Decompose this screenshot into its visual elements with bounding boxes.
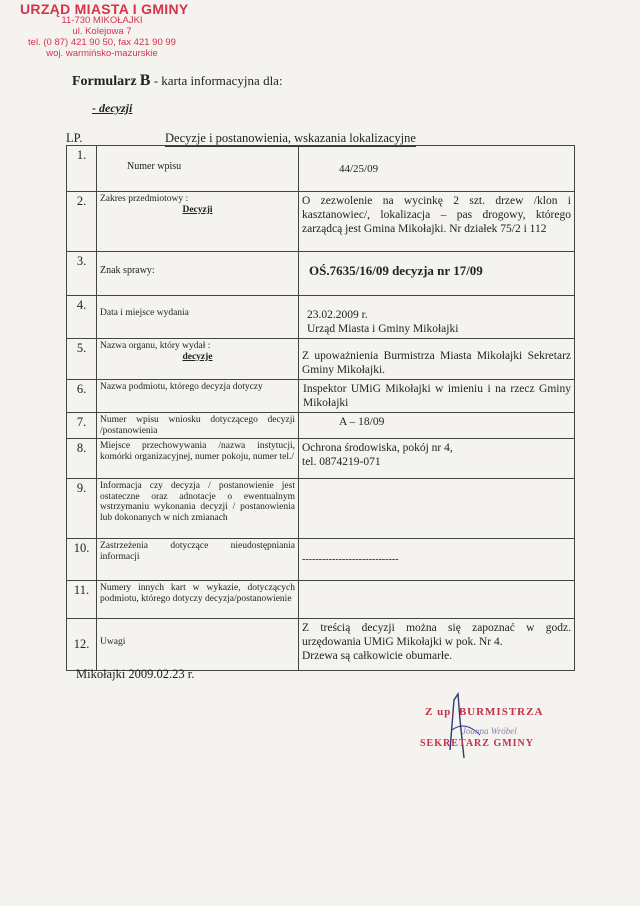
stamp-voivodeship: woj. warmińsko-mazurskie [46,48,158,59]
table-row [67,581,575,619]
row-label [97,296,299,339]
row-value [299,296,575,339]
row-number: 7. [67,413,97,439]
label-text: Nazwa organu, który wydał : [100,341,211,351]
row-value [299,479,575,539]
row-number: 2. [67,192,97,252]
row-label [97,146,299,192]
stamp-postal-code: 11-730 MIKOŁAJKI [61,15,143,26]
table-row [67,146,575,192]
row-value: A – 18/09 [299,413,575,439]
subtype-text: decyzji [99,101,133,115]
signature-authority: Z up. BURMISTRZA [425,706,544,718]
value-text: 44/25/09 [339,163,379,175]
table-row [67,192,575,252]
row-value [299,619,575,671]
table-row [67,439,575,479]
form-title [72,72,283,90]
row-number: 12. [67,619,97,671]
signature-stamp [420,690,580,760]
value-line: Ochrona środowiska, pokój nr 4, [302,442,453,454]
stamp-phone: tel. (0 87) 421 90 50, fax 421 90 99 [28,37,176,48]
row-label: Nazwa podmiotu, którego decyzja dotyczy [97,380,299,413]
row-label: Miejsce przechowywania /nazwa instytucji, komórki organizacyjnej, numer pokoju, numer tel./ [97,439,299,479]
row-number: 10. [67,539,97,581]
row-value: Z upoważnienia Burmistrza Miasta Mikołajki Sekretarz Gminy Mikołajki. [299,339,575,380]
row-number: 8. [67,439,97,479]
stamp-office-name: URZĄD MIASTA I GMINY [20,1,189,17]
value-line: tel. 0874219-071 [302,456,381,468]
label-subtext: decyzje [182,351,213,362]
form-letter: B [139,72,151,89]
row-value [299,439,575,479]
row-value [299,146,575,192]
row-value [299,252,575,296]
value-line: 23.02.2009 r. [307,309,368,321]
info-table [66,145,575,671]
row-label: Informacja czy decyzja / postanowienie jest ostateczne oraz adnotacje o ewentualnym wstrzymaniu wykonania decyzji / postanowienia lub dokonanych w nich zmianach [97,479,299,539]
row-number: 4. [67,296,97,339]
table-row [67,619,575,671]
row-number: 3. [67,252,97,296]
row-label: Numery innych kart w wykazie, dotyczących podmiotu, którego dotyczy decyzja/postanowienie [97,581,299,619]
row-value [299,581,575,619]
label-text: Numer wpisu [127,161,182,172]
row-number: 1. [67,146,97,192]
row-number: 6. [67,380,97,413]
table-row [67,252,575,296]
office-stamp [12,1,192,59]
table-row [67,296,575,339]
section-title: Decyzje i postanowienia, wskazania lokalizacyjne [165,131,416,145]
label-text: Zakres przedmiotowy : [100,194,189,204]
table-row [67,539,575,581]
value-line: Urząd Miasta i Gminy Mikołajki [307,323,459,335]
stamp-street: ul. Kolejowa 7 [72,26,132,37]
row-label [97,252,299,296]
row-number: 5. [67,339,97,380]
row-label [97,192,299,252]
value-line: Z treścią decyzji można się zapoznać w godz. urzędowania UMiG Mikołajki w pok. Nr 4. [302,622,571,648]
label-text: Znak sprawy: [100,265,155,276]
table-row [67,479,575,539]
value-text: OŚ.7635/16/09 decyzja nr 17/09 [309,263,483,278]
document-date: Mikołajki 2009.02.23 r. [76,667,195,681]
label-text: Data i miejsce wydania [100,308,189,318]
row-label [97,339,299,380]
table-row [67,413,575,439]
signature-scribble-icon [420,690,580,760]
row-value: O zezwolenie na wycinkę 2 szt. drzew /klon i kasztanowiec/, lokalizacja – pas drogowy, którego zarządcą jest Gmina Mikołajki. Nr działek 75/2 i 112 [299,192,575,252]
signature-role: SEKRETARZ GMINY [420,738,534,749]
value-text: ----------------------------- [302,554,399,565]
table-row [67,339,575,380]
row-label [97,619,299,671]
value-line: Drzewa są całkowicie obumarłe. [302,650,453,662]
row-number: 11. [67,581,97,619]
row-label: Zastrzeżenia dotyczące nieudostępniania informacji [97,539,299,581]
row-value [299,539,575,581]
table-row [67,380,575,413]
form-word: Formularz [72,74,137,89]
lp-heading: LP. [66,131,83,145]
row-value: Inspektor UMiG Mikołajki w imieniu i na rzecz Gminy Mikołajki [299,380,575,413]
row-label: Numer wpisu wniosku dotyczącego decyzji /postanowienia [97,413,299,439]
subtype-prefix: - [92,101,96,115]
row-number: 9. [67,479,97,539]
form-title-rest: - karta informacyjna dla: [153,73,283,88]
form-subtype [92,101,132,116]
label-subtext: Decyzji [182,204,213,215]
signature-name: Joanna Wróbel [462,726,517,736]
label-text: Uwagi [100,637,126,647]
